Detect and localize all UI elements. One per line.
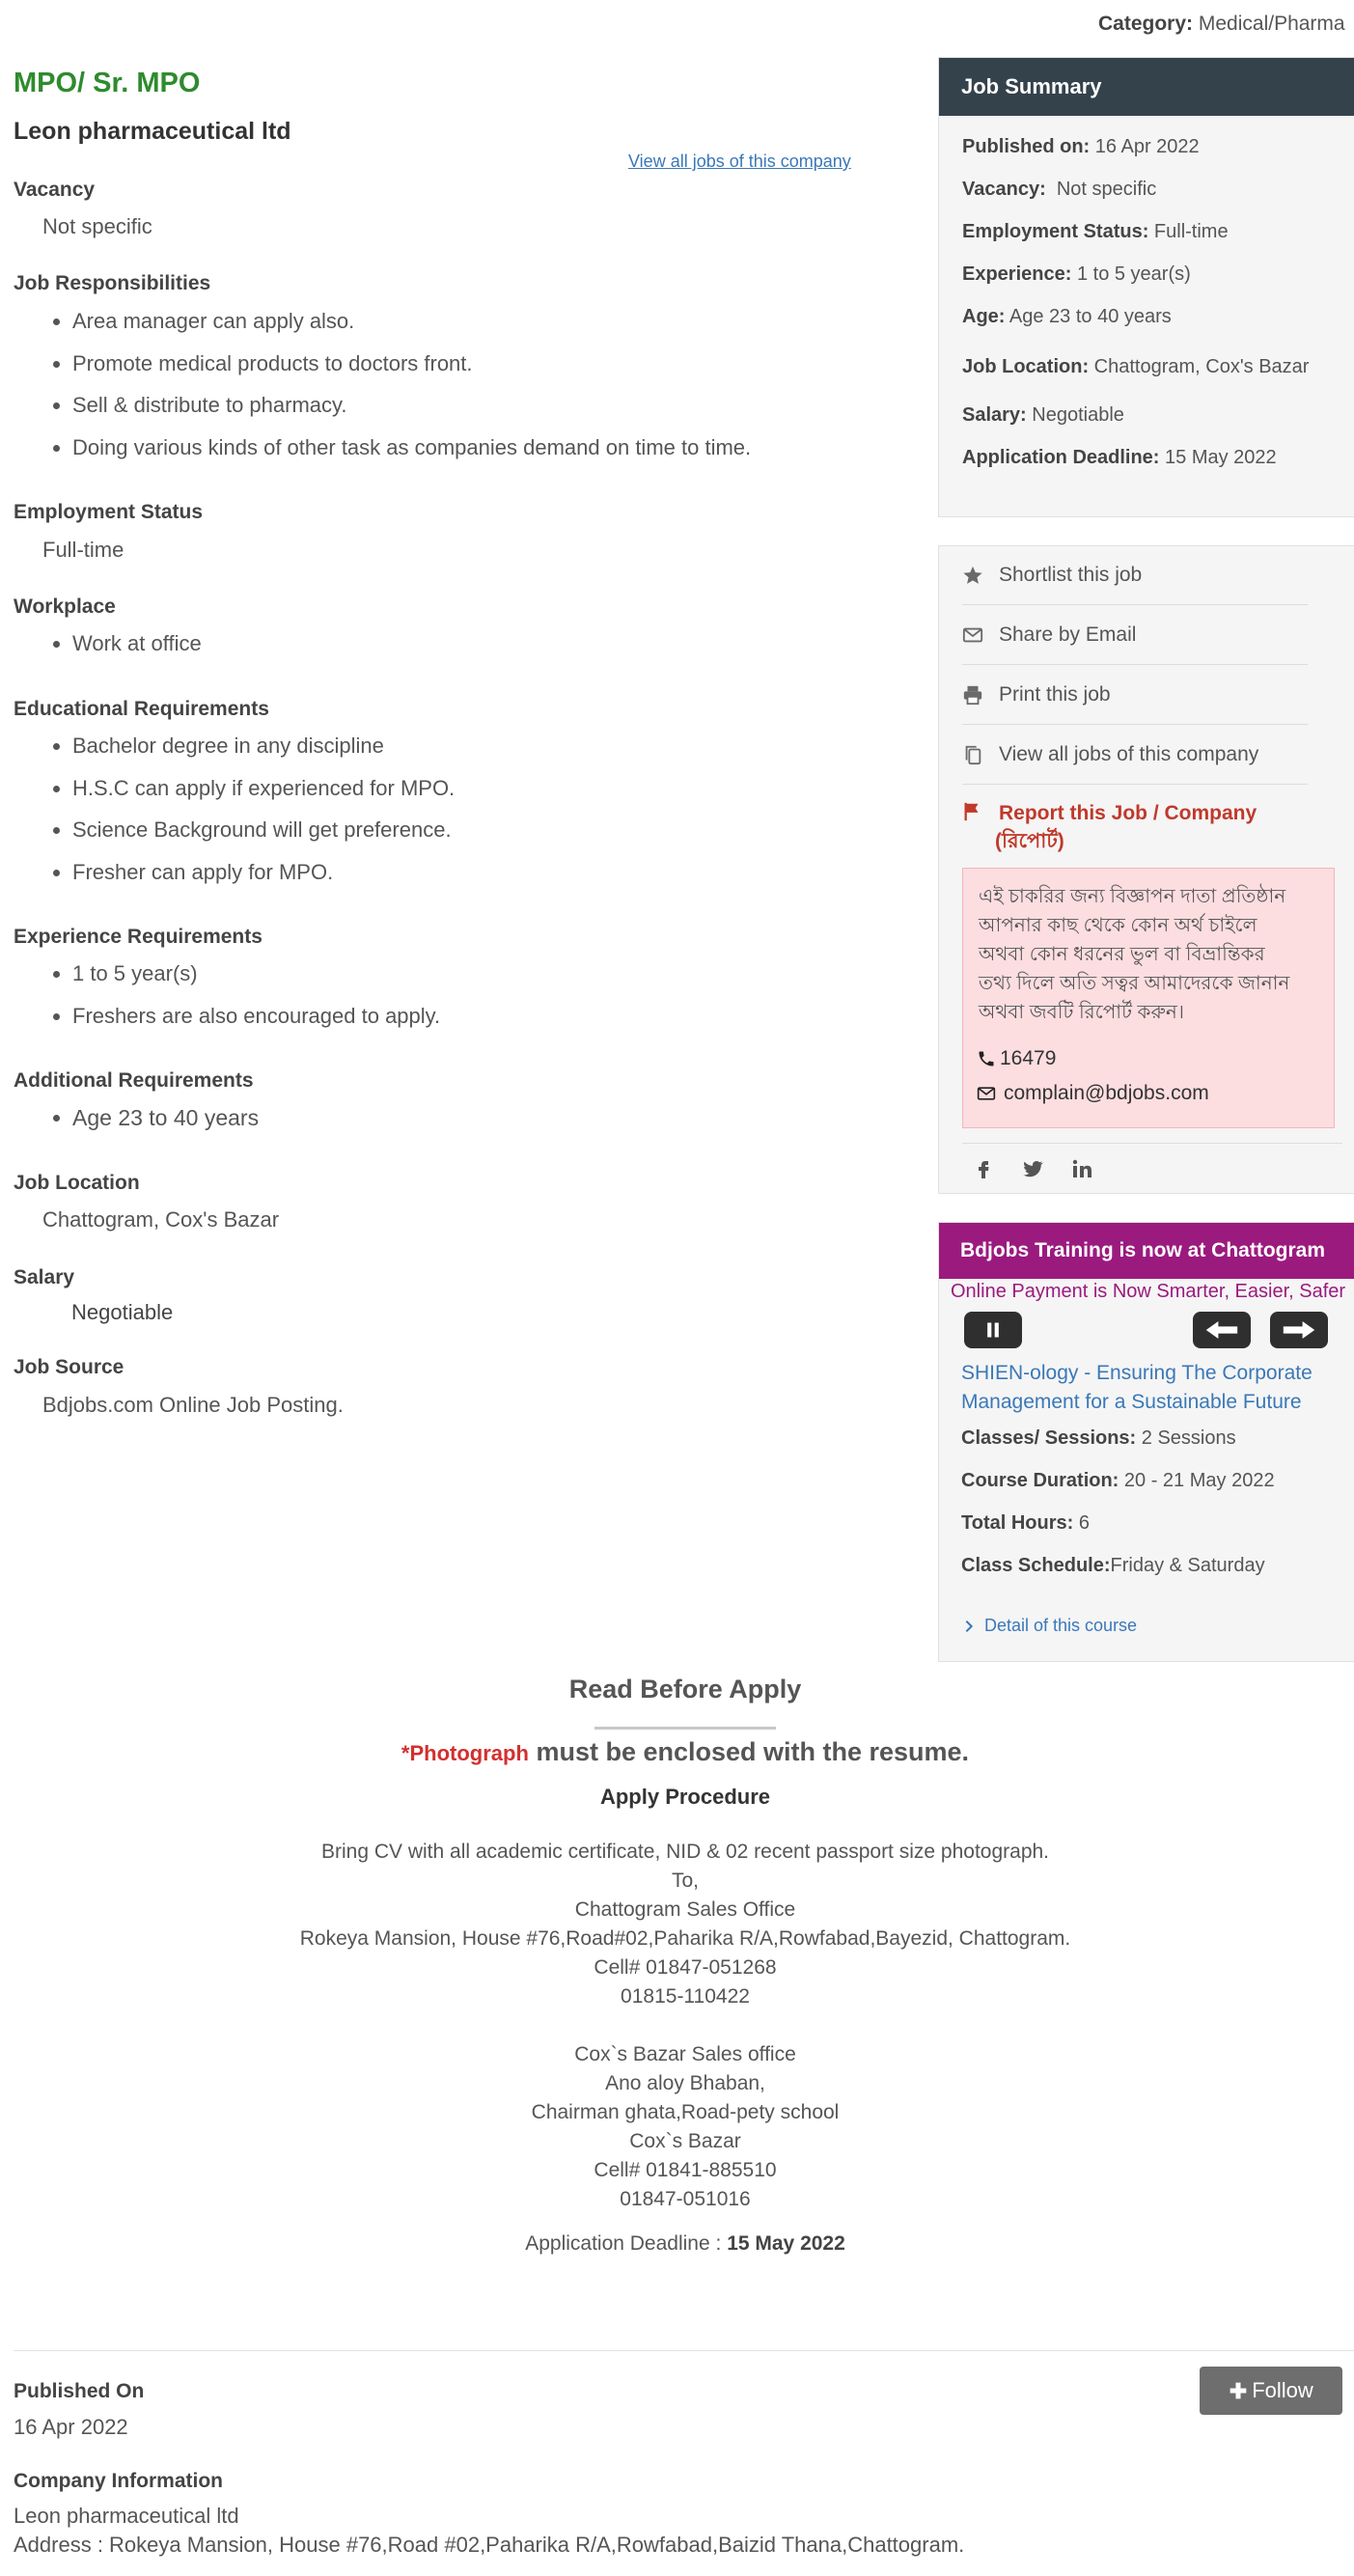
phone-icon: [977, 1049, 996, 1068]
source-value: Bdjobs.com Online Job Posting.: [42, 1393, 344, 1417]
training-title: Bdjobs Training is now at Chattogram: [939, 1223, 1354, 1279]
source-heading: Job Source: [14, 1356, 124, 1378]
summary-label: Employment Status:: [962, 221, 1149, 242]
deadline-label: Application Deadline :: [525, 2232, 722, 2255]
chevron-right-icon: [961, 1619, 977, 1634]
employment-status-value: Full-time: [42, 538, 124, 562]
summary-label: Experience:: [962, 263, 1072, 285]
company-info-name: Leon pharmaceutical ltd: [14, 2504, 239, 2528]
job-title: MPO/ Sr. MPO: [14, 68, 201, 98]
list-item: 1 to 5 year(s): [72, 959, 440, 1002]
twitter-icon[interactable]: [1020, 1157, 1045, 1180]
complain-email: complain@bdjobs.com: [1004, 1082, 1209, 1104]
apply-deadline: [0, 2232, 1354, 2256]
summary-value: Not specific: [1056, 179, 1157, 200]
summary-value: Negotiable: [1032, 404, 1124, 426]
summary-row-vacancy: [962, 179, 1156, 201]
responsibilities-list: [29, 307, 751, 475]
summary-label: Application Deadline:: [962, 447, 1160, 468]
warning-line: অথবা কোন ধরনের ভুল বা বিভ্রান্তিকর: [979, 944, 1265, 965]
list-item: Bachelor degree in any discipline: [72, 732, 455, 774]
summary-label: Published on:: [962, 136, 1091, 157]
responsibilities-heading: Job Responsibilities: [14, 272, 211, 294]
workplace-list: [29, 629, 202, 672]
phone-number: 16479: [1000, 1047, 1057, 1069]
additional-list: [29, 1103, 259, 1146]
training-value: Friday & Saturday: [1110, 1555, 1265, 1576]
star-icon: [962, 565, 983, 586]
location-heading: Job Location: [14, 1172, 140, 1194]
experience-heading: Experience Requirements: [14, 926, 263, 948]
summary-row-location: [962, 356, 1309, 378]
summary-row-published: [962, 136, 1200, 158]
training-label: Classes/ Sessions:: [961, 1427, 1137, 1449]
salary-value: Negotiable: [71, 1300, 174, 1324]
linkedin-icon[interactable]: [1070, 1157, 1093, 1180]
list-item: Promote medical products to doctors front.: [72, 349, 751, 392]
education-heading: Educational Requirements: [14, 698, 269, 720]
procedure-line: 01815-110422: [621, 1985, 750, 2008]
social-row: [962, 1143, 1342, 1180]
category-label: Category:: [1098, 13, 1194, 35]
warning-line: তথ্য দিলে অতি সত্বর আমাদেরকে জানান: [979, 973, 1290, 994]
summary-label: Salary:: [962, 404, 1027, 426]
published-on-heading: Published On: [14, 2380, 145, 2402]
photograph-rest: must be enclosed with the resume.: [536, 1737, 970, 1766]
list-item: H.S.C can apply if experienced for MPO.: [72, 774, 455, 817]
next-button[interactable]: [1270, 1312, 1328, 1348]
summary-row-salary: [962, 404, 1124, 427]
employment-status-heading: Employment Status: [14, 501, 204, 523]
list-item: Doing various kinds of other task as companies demand on time to time.: [72, 433, 751, 476]
summary-value: 16 Apr 2022: [1094, 136, 1200, 157]
flag-icon: [962, 801, 983, 822]
summary-label: Job Location:: [962, 356, 1090, 377]
procedure-line: [0, 2011, 1354, 2040]
divider: [594, 1727, 776, 1730]
summary-value: 1 to 5 year(s): [1076, 263, 1191, 285]
workplace-heading: Workplace: [14, 596, 116, 618]
company-name: Leon pharmaceutical ltd: [14, 118, 291, 145]
follow-button[interactable]: [1200, 2367, 1342, 2415]
list-item: Work at office: [72, 629, 202, 672]
pause-button[interactable]: [964, 1312, 1022, 1348]
training-value: 6: [1078, 1512, 1090, 1534]
print-label: Print this job: [999, 683, 1111, 706]
training-row-duration: [961, 1470, 1275, 1492]
course-title-link[interactable]: [961, 1359, 1313, 1417]
training-value: 20 - 21 May 2022: [1123, 1470, 1275, 1491]
vacancy-heading: Vacancy: [14, 179, 96, 201]
course-title-line: Management for a Sustainable Future: [961, 1391, 1302, 1413]
education-list: [29, 732, 455, 900]
apply-procedure-text: [0, 1838, 1354, 2214]
summary-row-employment: [962, 221, 1229, 243]
list-item: Science Background will get preference.: [72, 816, 455, 858]
list-item: Freshers are also encouraged to apply.: [72, 1002, 440, 1044]
summary-value: 15 May 2022: [1165, 447, 1277, 468]
procedure-line: To,: [671, 1870, 699, 1892]
apply-procedure-heading: Apply Procedure: [599, 1785, 771, 1809]
training-row-schedule: [961, 1555, 1265, 1577]
training-panel: [938, 1222, 1354, 1662]
pause-icon: [983, 1320, 1003, 1340]
read-before-apply-heading: Read Before Apply: [568, 1675, 802, 1703]
summary-value: Age 23 to 40 years: [1009, 306, 1172, 327]
shortlist-label: Shortlist this job: [999, 564, 1143, 586]
view-all-jobs-button[interactable]: [962, 726, 1308, 785]
share-email-button[interactable]: [962, 606, 1308, 665]
phone-row[interactable]: [977, 1047, 1056, 1070]
procedure-line: Chattogram Sales Office: [574, 1898, 796, 1921]
category-value: Medical/Pharma: [1198, 13, 1345, 35]
list-item: Sell & distribute to pharmacy.: [72, 391, 751, 433]
location-value: Chattogram, Cox's Bazar: [42, 1207, 280, 1232]
print-button[interactable]: [962, 666, 1308, 725]
list-item: Age 23 to 40 years: [72, 1103, 259, 1146]
published-on-value: 16 Apr 2022: [14, 2415, 128, 2439]
previous-button[interactable]: [1193, 1312, 1251, 1348]
warning-line: অথবা জবটি রিপোর্ট করুন।: [979, 1002, 1184, 1023]
report-button[interactable]: [962, 799, 1329, 855]
plus-icon: [1229, 2381, 1248, 2400]
actions-panel: [938, 545, 1354, 1194]
facebook-icon[interactable]: [972, 1157, 995, 1180]
procedure-line: Cox`s Bazar: [629, 2130, 741, 2152]
procedure-line: Cell# 01841-885510: [594, 2159, 777, 2181]
salary-heading: Salary: [14, 1266, 75, 1288]
summary-row-age: [962, 306, 1172, 328]
training-row-hours: [961, 1512, 1090, 1535]
procedure-line: Bring CV with all academic certificate, NID & 02 recent passport size photograph.: [320, 1841, 1050, 1863]
share-email-label: Share by Email: [999, 623, 1137, 646]
copy-icon: [962, 744, 983, 765]
follow-label: Follow: [1252, 2378, 1313, 2402]
arrow-right-icon: [1282, 1319, 1316, 1341]
category-line: [1098, 13, 1345, 36]
procedure-line: Rokeya Mansion, House #76,Road#02,Paharika R/A,Rowfabad,Bayezid, Chattogram.: [299, 1927, 1071, 1950]
training-label: Class Schedule:: [961, 1555, 1111, 1576]
training-label: Course Duration:: [961, 1470, 1119, 1491]
procedure-line: Cell# 01847-051268: [594, 1956, 777, 1979]
company-info-address: Address : Rokeya Mansion, House #76,Road #02,Paharika R/A,Rowfabad,Baizid Thana,Chattogram.: [14, 2533, 965, 2557]
summary-value: Full-time: [1153, 221, 1229, 242]
training-marquee: Online Payment is Now Smarter, Easier, Safer: [951, 1281, 1346, 1302]
deadline-value: 15 May 2022: [727, 2232, 845, 2255]
experience-list: [29, 959, 440, 1043]
company-info-heading: Company Information: [14, 2470, 224, 2492]
email-row[interactable]: [977, 1082, 1209, 1105]
view-all-jobs-link[interactable]: View all jobs of this company: [628, 152, 851, 171]
course-title-line: SHIEN-ology - Ensuring The Corporate: [961, 1362, 1313, 1384]
job-summary-panel: [938, 57, 1354, 517]
training-row-sessions: [961, 1427, 1236, 1450]
course-detail-link[interactable]: [961, 1616, 1137, 1636]
list-item: Fresher can apply for MPO.: [72, 858, 455, 900]
photograph-note: [0, 1737, 1354, 1767]
summary-label: Age:: [962, 306, 1006, 327]
procedure-line: Chairman ghata,Road-pety school: [531, 2101, 840, 2123]
additional-heading: Additional Requirements: [14, 1069, 254, 1092]
summary-label: Vacancy:: [962, 179, 1046, 200]
vacancy-value: Not specific: [42, 214, 152, 238]
shortlist-button[interactable]: [962, 546, 1308, 605]
procedure-line: Cox`s Bazar Sales office: [574, 2043, 796, 2065]
procedure-line: Ano aloy Bhaban,: [605, 2072, 765, 2094]
view-all-jobs-label: View all jobs of this company: [999, 743, 1259, 765]
footer-divider: [14, 2350, 1354, 2351]
warning-line: এই চাকরির জন্য বিজ্ঞাপন দাতা প্রতিষ্ঠান: [979, 886, 1286, 907]
summary-row-deadline: [962, 447, 1277, 469]
envelope-icon: [962, 624, 983, 646]
printer-icon: [962, 684, 983, 706]
procedure-line: 01847-051016: [620, 2188, 751, 2210]
report-label: Report this Job / Company: [999, 802, 1257, 824]
arrow-left-icon: [1204, 1319, 1239, 1341]
list-item: Area manager can apply also.: [72, 307, 751, 349]
summary-row-experience: [962, 263, 1191, 286]
report-label-bangla: (রিপোর্ট): [995, 830, 1064, 852]
photograph-highlight: *Photograph: [401, 1741, 529, 1765]
course-detail-label: Detail of this course: [984, 1616, 1138, 1635]
summary-value: Chattogram, Cox's Bazar: [1093, 356, 1310, 377]
warning-line: আপনার কাছ থেকে কোন অর্থ চাইলে: [979, 915, 1257, 936]
envelope-icon: [977, 1084, 996, 1103]
training-label: Total Hours:: [961, 1512, 1074, 1534]
warning-box: [962, 868, 1335, 1128]
training-value: 2 Sessions: [1141, 1427, 1236, 1449]
job-summary-title: Job Summary: [939, 58, 1354, 116]
